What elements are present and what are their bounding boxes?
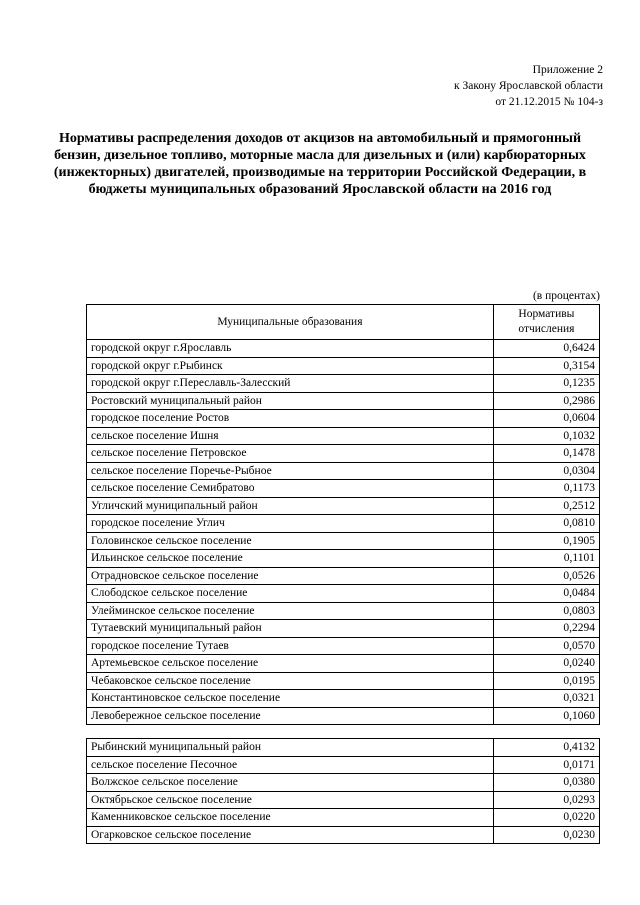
municipality-name: Слободское сельское поселение — [87, 585, 494, 603]
municipality-name: сельское поселение Петровское — [87, 445, 494, 463]
table-row — [87, 357, 600, 375]
table-row — [87, 480, 600, 498]
norm-value: 0,6424 — [493, 340, 599, 358]
table-row — [87, 637, 600, 655]
municipality-name: городское поселение Тутаев — [87, 637, 494, 655]
document-title: Нормативы распределения доходов от акцизов на автомобильный и прямогонный бензин, дизельное топливо, моторные масла для дизельных и (или) карбюраторных (инжекторных) двигателей, производимые на территории Российской Федерации, в бюджеты муниципальных образований Ярославской области на 2016 год — [53, 131, 587, 197]
municipality-name: сельское поселение Семибратово — [87, 480, 494, 498]
municipality-name: Улейминское сельское поселение — [87, 602, 494, 620]
municipality-name: городское поселение Ростов — [87, 410, 494, 428]
municipality-name: Волжское сельское поселение — [87, 774, 494, 792]
municipality-name: Октябрьское сельское поселение — [87, 791, 494, 809]
norm-value: 0,0230 — [493, 826, 599, 844]
table-row — [87, 602, 600, 620]
norm-value: 0,0803 — [493, 602, 599, 620]
municipality-name: городской округ г.Рыбинск — [87, 357, 494, 375]
norm-value: 0,0304 — [493, 462, 599, 480]
table-row — [87, 791, 600, 809]
table-row — [87, 497, 600, 515]
norm-value: 0,0604 — [493, 410, 599, 428]
norm-value: 0,1060 — [493, 707, 599, 725]
municipality-name: Константиновское сельское поселение — [87, 690, 494, 708]
table-row — [87, 375, 600, 393]
header-norms — [493, 305, 599, 340]
table-row — [87, 672, 600, 690]
table-row — [87, 620, 600, 638]
table-row — [87, 532, 600, 550]
table-row — [87, 585, 600, 603]
municipality-name: Тутаевский муниципальный район — [87, 620, 494, 638]
norm-value: 0,1173 — [493, 480, 599, 498]
table-row — [87, 756, 600, 774]
table-row — [87, 427, 600, 445]
table-row — [87, 707, 600, 725]
table-row — [87, 515, 600, 533]
table-row — [87, 550, 600, 568]
norm-value: 0,1101 — [493, 550, 599, 568]
table-row — [87, 809, 600, 827]
municipality-name: Каменниковское сельское поселение — [87, 809, 494, 827]
norm-value: 0,0380 — [493, 774, 599, 792]
table-row — [87, 410, 600, 428]
appendix-number: Приложение 2 — [532, 64, 603, 76]
municipality-name: Ростовский муниципальный район — [87, 392, 494, 410]
norm-value: 0,0240 — [493, 655, 599, 673]
gap-cell — [87, 725, 494, 739]
norm-value: 0,1478 — [493, 445, 599, 463]
table-gap — [87, 725, 600, 739]
municipality-name: Левобережное сельское поселение — [87, 707, 494, 725]
municipality-name: Огарковское сельское поселение — [87, 826, 494, 844]
norm-value: 0,0293 — [493, 791, 599, 809]
units-note: (в процентах) — [532, 290, 600, 302]
table-row — [87, 445, 600, 463]
table-row — [87, 826, 600, 844]
table-row — [87, 739, 600, 757]
distribution-table — [86, 304, 600, 844]
norm-value: 0,1905 — [493, 532, 599, 550]
table-row — [87, 392, 600, 410]
norm-value: 0,0526 — [493, 567, 599, 585]
header-municipalities: Муниципальные образования — [87, 305, 494, 340]
norm-value: 0,0195 — [493, 672, 599, 690]
municipality-name: городской округ г.Ярославль — [87, 340, 494, 358]
norm-value: 0,0810 — [493, 515, 599, 533]
table-row — [87, 774, 600, 792]
table-row — [87, 655, 600, 673]
municipality-name: сельское поселение Песочное — [87, 756, 494, 774]
norm-value: 0,1235 — [493, 375, 599, 393]
norm-value: 0,2512 — [493, 497, 599, 515]
norm-value: 0,0321 — [493, 690, 599, 708]
norm-value: 0,1032 — [493, 427, 599, 445]
norm-value: 0,0220 — [493, 809, 599, 827]
appendix-reference — [454, 62, 603, 110]
appendix-law: к Закону Ярославской области — [454, 80, 603, 92]
municipality-name: Чебаковское сельское поселение — [87, 672, 494, 690]
municipality-name: Рыбинский муниципальный район — [87, 739, 494, 757]
norm-value: 0,3154 — [493, 357, 599, 375]
norm-value: 0,2986 — [493, 392, 599, 410]
norm-value: 0,0171 — [493, 756, 599, 774]
municipality-name: городской округ г.Переславль-Залесский — [87, 375, 494, 393]
header-norms-line1: Нормативы — [518, 308, 575, 320]
header-norms-line2: отчисления — [518, 323, 575, 335]
table-row — [87, 340, 600, 358]
norm-value: 0,0484 — [493, 585, 599, 603]
norm-value: 0,0570 — [493, 637, 599, 655]
municipality-name: городское поселение Углич — [87, 515, 494, 533]
municipality-name: Артемьевское сельское поселение — [87, 655, 494, 673]
municipality-name: сельское поселение Ишня — [87, 427, 494, 445]
municipality-name: Головинское сельское поселение — [87, 532, 494, 550]
table-header — [87, 305, 600, 340]
municipality-name: Отрадновское сельское поселение — [87, 567, 494, 585]
municipality-name: Ильинское сельское поселение — [87, 550, 494, 568]
municipality-name: Угличский муниципальный район — [87, 497, 494, 515]
municipality-name: сельское поселение Поречье-Рыбное — [87, 462, 494, 480]
norm-value: 0,4132 — [493, 739, 599, 757]
appendix-date: от 21.12.2015 № 104-з — [495, 96, 603, 108]
table-row — [87, 567, 600, 585]
norm-value: 0,2294 — [493, 620, 599, 638]
table-row — [87, 462, 600, 480]
table-row — [87, 690, 600, 708]
gap-cell — [493, 725, 599, 739]
